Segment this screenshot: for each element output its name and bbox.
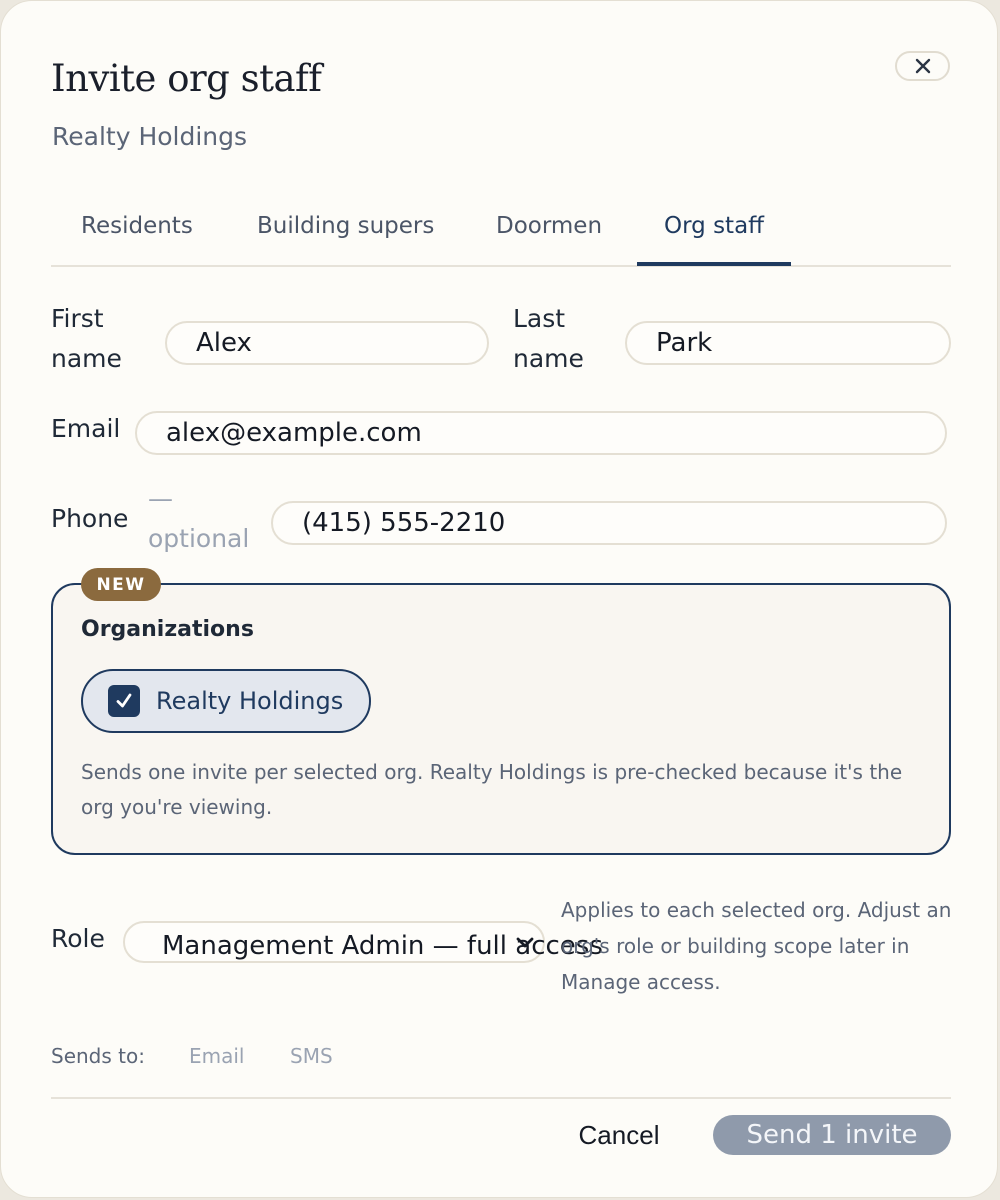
dialog-subtitle: Realty Holdings xyxy=(52,122,248,151)
checkmark-icon xyxy=(114,691,134,711)
role-select-value: Management Admin — full access xyxy=(162,931,603,961)
active-tab-indicator xyxy=(637,262,791,266)
close-icon xyxy=(915,58,931,74)
channel-email[interactable]: Email xyxy=(189,1044,245,1068)
phone-optional-hint: — optional xyxy=(148,484,250,553)
first-name-input[interactable]: Alex xyxy=(165,321,489,365)
sends-to-label: Sends to: xyxy=(51,1044,145,1068)
footer-divider xyxy=(51,1097,951,1099)
close-button[interactable] xyxy=(895,51,950,81)
channel-sms[interactable]: SMS xyxy=(290,1044,333,1068)
org-chip-label: Realty Holdings xyxy=(156,687,344,715)
email-label: Email xyxy=(51,414,121,443)
email-input[interactable]: alex@example.com xyxy=(135,411,947,455)
tab-residents[interactable]: Residents xyxy=(81,213,193,239)
cancel-button[interactable]: Cancel xyxy=(561,1114,677,1156)
last-name-label: Last name xyxy=(513,304,584,373)
organizations-note: Sends one invite per selected org. Realty Holdings is pre-checked because it's the org you're viewing. xyxy=(81,760,903,819)
tab-org-staff[interactable]: Org staff xyxy=(664,213,765,239)
new-badge: NEW xyxy=(81,568,161,601)
org-chip-realty-holdings[interactable] xyxy=(81,669,371,733)
send-invite-button[interactable]: Send 1 invite xyxy=(713,1115,951,1155)
role-label: Role xyxy=(51,924,105,953)
phone-label: Phone xyxy=(51,504,129,533)
tab-bar xyxy=(51,201,951,267)
dialog-title: Invite org staff xyxy=(51,57,322,100)
tab-doormen[interactable]: Doormen xyxy=(496,213,603,239)
first-name-label: First name xyxy=(51,304,122,373)
chevron-down-icon xyxy=(515,933,535,953)
org-checkbox[interactable] xyxy=(108,685,140,717)
phone-input[interactable]: (415) 555-2210 xyxy=(271,501,947,545)
role-note: Applies to each selected org. Adjust an org's role or building scope later in Manage access. xyxy=(561,898,952,994)
last-name-input[interactable]: Park xyxy=(625,321,951,365)
role-select[interactable] xyxy=(123,921,603,963)
organizations-heading: Organizations xyxy=(81,617,254,642)
tab-building-supers[interactable]: Building supers xyxy=(257,213,435,239)
